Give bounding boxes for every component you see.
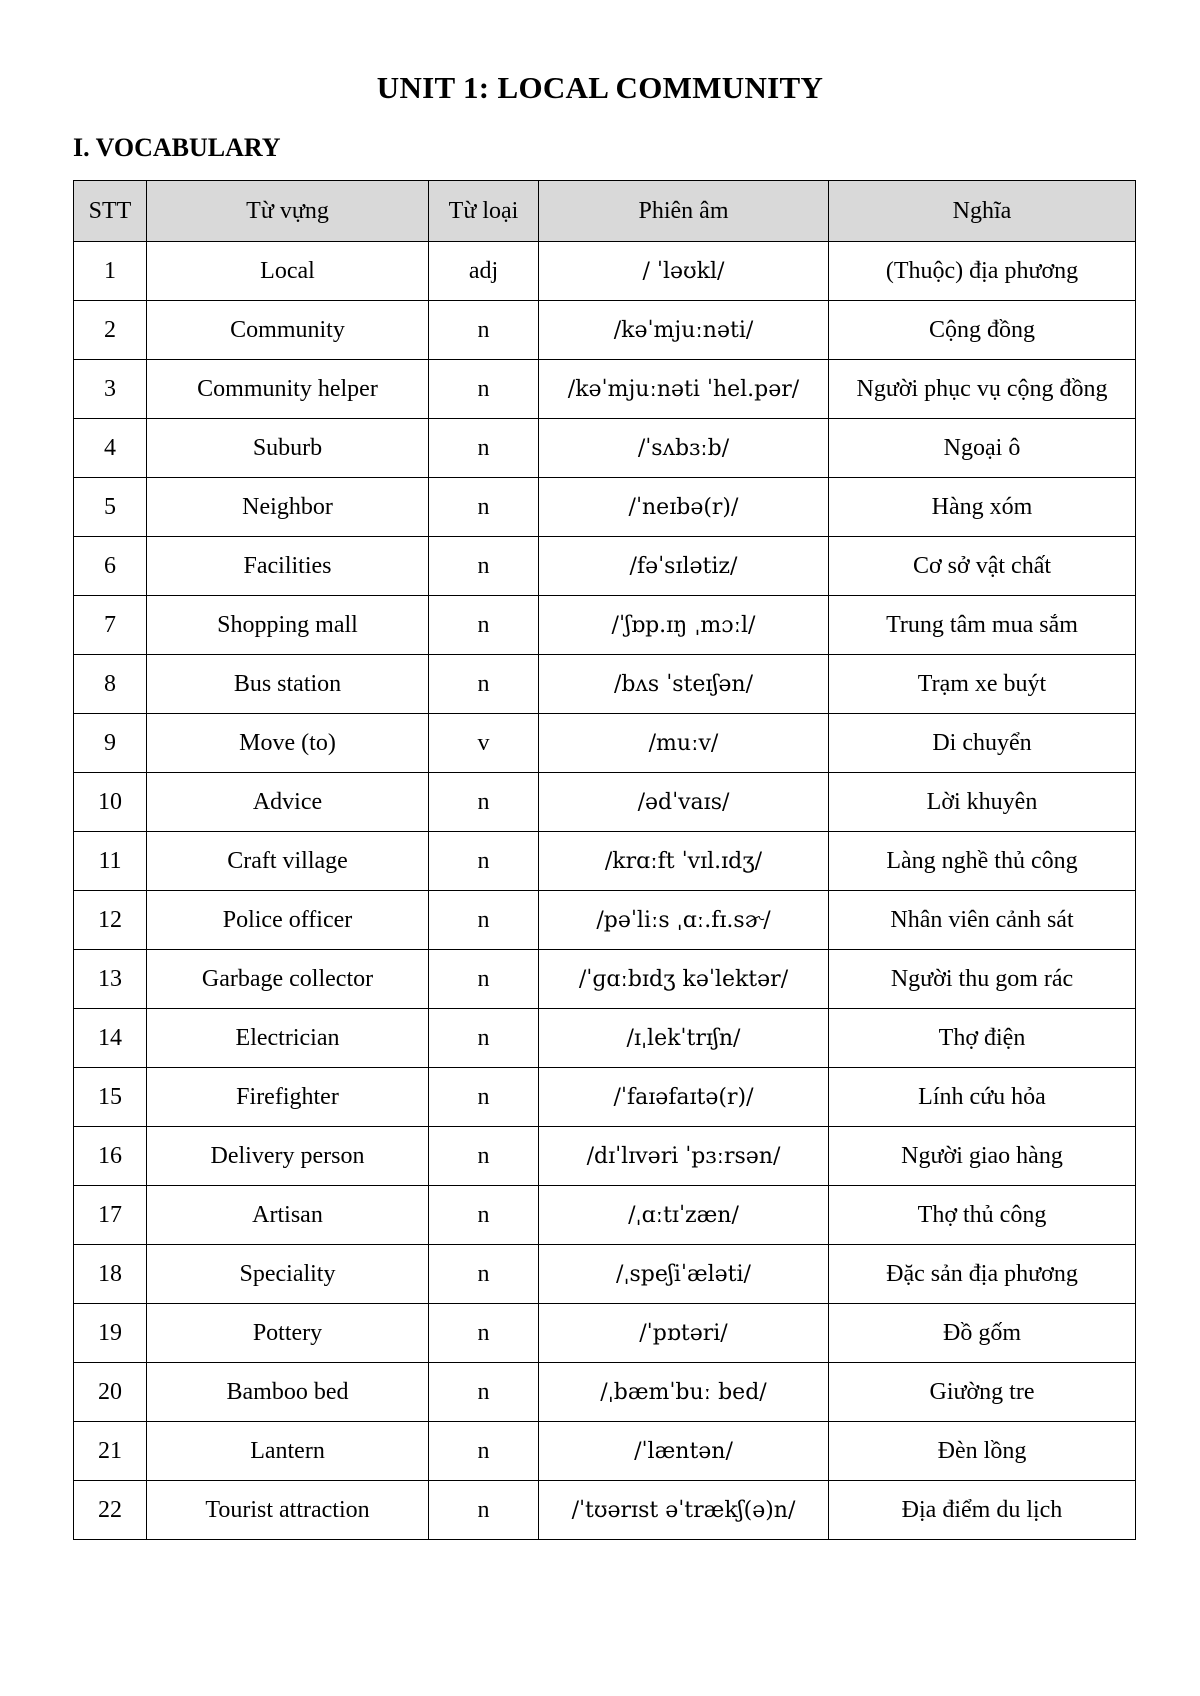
meaning: Người giao hàng [829,1127,1136,1186]
row-number: 10 [74,773,147,832]
word: Local [147,242,429,301]
meaning: Nhân viên cảnh sát [829,891,1136,950]
word-type: n [429,1186,539,1245]
word: Neighbor [147,478,429,537]
word: Craft village [147,832,429,891]
word: Bamboo bed [147,1363,429,1422]
pronunciation: /ˌspeʃiˈæləti/ [539,1245,829,1304]
header-meaning: Nghĩa [829,181,1136,242]
word: Lantern [147,1422,429,1481]
meaning: Hàng xóm [829,478,1136,537]
pronunciation: /fəˈsɪlətiz/ [539,537,829,596]
word-type: n [429,301,539,360]
table-row [74,537,1136,596]
header-row [74,181,1136,242]
table-row [74,1245,1136,1304]
table-row [74,478,1136,537]
meaning: Cộng đồng [829,301,1136,360]
meaning: Thợ thủ công [829,1186,1136,1245]
row-number: 18 [74,1245,147,1304]
row-number: 13 [74,950,147,1009]
table-row [74,655,1136,714]
table-row [74,1068,1136,1127]
meaning: Di chuyển [829,714,1136,773]
pronunciation: /muːv/ [539,714,829,773]
word-type: n [429,1481,539,1540]
section-heading: I. VOCABULARY [73,133,281,162]
table-row [74,1009,1136,1068]
meaning: Người phục vụ cộng đồng [829,360,1136,419]
meaning: (Thuộc) địa phương [829,242,1136,301]
meaning: Đèn lồng [829,1422,1136,1481]
pronunciation: /dɪˈlɪvəri ˈpɜːrsən/ [539,1127,829,1186]
table-row [74,596,1136,655]
pronunciation: /kəˈmjuːnəti/ [539,301,829,360]
pronunciation: /ˈlæntən/ [539,1422,829,1481]
table-row [74,832,1136,891]
word-type: n [429,1009,539,1068]
row-number: 1 [74,242,147,301]
meaning: Trạm xe buýt [829,655,1136,714]
table-row [74,1304,1136,1363]
word: Bus station [147,655,429,714]
table-row [74,1186,1136,1245]
row-number: 12 [74,891,147,950]
meaning: Lời khuyên [829,773,1136,832]
meaning: Trung tâm mua sắm [829,596,1136,655]
word-type: n [429,1127,539,1186]
pronunciation: /krɑːft ˈvɪl.ɪdʒ/ [539,832,829,891]
pronunciation: /kəˈmjuːnəti ˈhel.pər/ [539,360,829,419]
word-type: n [429,360,539,419]
row-number: 14 [74,1009,147,1068]
table-row [74,360,1136,419]
word: Advice [147,773,429,832]
word: Firefighter [147,1068,429,1127]
meaning: Thợ điện [829,1009,1136,1068]
page-title: UNIT 1: LOCAL COMMUNITY [376,70,824,105]
meaning: Ngoại ô [829,419,1136,478]
header-vocabulary: Từ vựng [147,181,429,242]
word-type: n [429,832,539,891]
word: Move (to) [147,714,429,773]
row-number: 15 [74,1068,147,1127]
table-row [74,419,1136,478]
word: Speciality [147,1245,429,1304]
table-row [74,714,1136,773]
word: Delivery person [147,1127,429,1186]
row-number: 8 [74,655,147,714]
word-type: n [429,1363,539,1422]
pronunciation: /ˌɑːtɪˈzæn/ [539,1186,829,1245]
header-stt: STT [74,181,147,242]
vocabulary-table [73,180,1136,1540]
row-number: 19 [74,1304,147,1363]
row-number: 4 [74,419,147,478]
word-type: n [429,1245,539,1304]
word-type: n [429,419,539,478]
row-number: 6 [74,537,147,596]
table-row [74,301,1136,360]
row-number: 3 [74,360,147,419]
word-type: n [429,1422,539,1481]
word-type: n [429,1304,539,1363]
row-number: 20 [74,1363,147,1422]
table-row [74,891,1136,950]
word: Artisan [147,1186,429,1245]
meaning: Làng nghề thủ công [829,832,1136,891]
table-row [74,242,1136,301]
meaning: Lính cứu hỏa [829,1068,1136,1127]
pronunciation: /ˈʃɒp.ɪŋ ˌmɔːl/ [539,596,829,655]
word: Electrician [147,1009,429,1068]
word: Suburb [147,419,429,478]
word-type: n [429,596,539,655]
word: Tourist attraction [147,1481,429,1540]
row-number: 22 [74,1481,147,1540]
word-type: adj [429,242,539,301]
table-header [74,181,1136,242]
word-type: n [429,1068,539,1127]
word-type: n [429,773,539,832]
row-number: 21 [74,1422,147,1481]
word: Garbage collector [147,950,429,1009]
pronunciation: /ədˈvaɪs/ [539,773,829,832]
table-row [74,773,1136,832]
meaning: Người thu gom rác [829,950,1136,1009]
word-type: v [429,714,539,773]
word-type: n [429,478,539,537]
word: Pottery [147,1304,429,1363]
meaning: Cơ sở vật chất [829,537,1136,596]
table-row [74,1422,1136,1481]
word: Shopping mall [147,596,429,655]
word-type: n [429,950,539,1009]
row-number: 9 [74,714,147,773]
table-row [74,1127,1136,1186]
meaning: Đặc sản địa phương [829,1245,1136,1304]
header-pronunciation: Phiên âm [539,181,829,242]
pronunciation: /ˈtʊərɪst əˈtrækʃ(ə)n/ [539,1481,829,1540]
table-body [74,242,1136,1540]
row-number: 16 [74,1127,147,1186]
meaning: Giường tre [829,1363,1136,1422]
meaning: Đồ gốm [829,1304,1136,1363]
word: Community helper [147,360,429,419]
row-number: 17 [74,1186,147,1245]
row-number: 2 [74,301,147,360]
table-row [74,1481,1136,1540]
pronunciation: / ˈləʊkl/ [539,242,829,301]
pronunciation: /pəˈliːs ˌɑː.fɪ.sɚ/ [539,891,829,950]
header-word-type: Từ loại [429,181,539,242]
word: Police officer [147,891,429,950]
meaning: Địa điểm du lịch [829,1481,1136,1540]
pronunciation: /ˈsʌbɜːb/ [539,419,829,478]
word-type: n [429,655,539,714]
word: Facilities [147,537,429,596]
word-type: n [429,537,539,596]
table-row [74,1363,1136,1422]
row-number: 5 [74,478,147,537]
row-number: 7 [74,596,147,655]
pronunciation: /ˌbæmˈbuː bed/ [539,1363,829,1422]
word: Community [147,301,429,360]
table-row [74,950,1136,1009]
word-type: n [429,891,539,950]
pronunciation: /ˈpɒtəri/ [539,1304,829,1363]
pronunciation: /bʌs ˈsteɪʃən/ [539,655,829,714]
row-number: 11 [74,832,147,891]
pronunciation: /ˈfaɪəfaɪtə(r)/ [539,1068,829,1127]
pronunciation: /ˈɡɑːbɪdʒ kəˈlektər/ [539,950,829,1009]
pronunciation: /ˈneɪbə(r)/ [539,478,829,537]
pronunciation: /ɪˌlekˈtrɪʃn/ [539,1009,829,1068]
